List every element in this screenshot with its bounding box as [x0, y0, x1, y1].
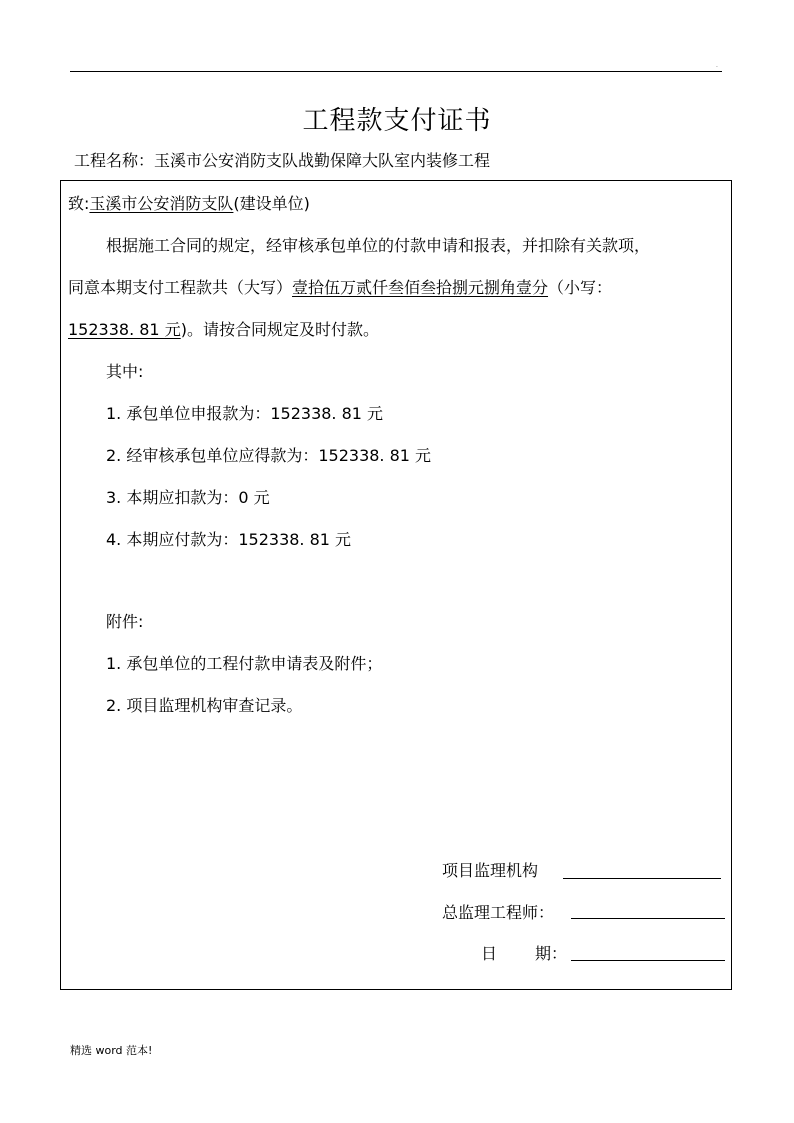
- attachment-item-1: 1. 承包单位的工程付款申请表及附件；: [106, 654, 383, 673]
- addressee-line: [68, 191, 310, 214]
- date-signature-line: [571, 960, 725, 961]
- project-name: 玉溪市公安消防支队战勤保障大队室内装修工程: [154, 151, 491, 170]
- project-name-line: [74, 148, 490, 171]
- amount-lowercase: 152338. 81 元: [68, 320, 181, 339]
- addressee-suffix: (建设单位): [233, 194, 310, 213]
- addressee-prefix: 致:: [68, 194, 90, 213]
- detail-heading: 其中:: [106, 362, 144, 381]
- paragraph-line-2: [68, 275, 612, 298]
- chief-engineer-signature-line: [571, 918, 725, 919]
- certificate-box: [60, 180, 732, 990]
- detail-item-2: 2. 经审核承包单位应得款为：152338. 81 元: [106, 446, 432, 465]
- attachment-item-2: 2. 项目监理机构审查记录。: [106, 696, 303, 715]
- supervision-org-signature-line: [563, 878, 721, 879]
- paragraph-3-suffix: )。请按合同规定及时付款。: [180, 320, 379, 339]
- chief-engineer-label: 总监理工程师：: [442, 903, 555, 922]
- document-title: 工程款支付证书: [302, 106, 492, 136]
- paragraph-line-1: 根据施工合同的规定，经审核承包单位的付款申请和报表，并扣除有关款项，: [106, 236, 651, 255]
- header-mark: .: [716, 62, 718, 69]
- project-label: 工程名称：: [74, 151, 155, 170]
- footer-note: 精选 word 范本!: [70, 1044, 153, 1057]
- addressee-name: 玉溪市公安消防支队: [89, 194, 234, 213]
- paragraph-2-prefix: 同意本期支付工程款共（大写）: [68, 278, 293, 297]
- paragraph-2-suffix: （小写：: [548, 278, 613, 297]
- attachment-heading: 附件:: [106, 612, 144, 631]
- detail-item-1: 1. 承包单位申报款为：152338. 81 元: [106, 404, 384, 423]
- header-rule: [70, 71, 722, 72]
- detail-item-3: 3. 本期应扣款为：0 元: [106, 488, 270, 507]
- amount-uppercase: 壹拾伍万贰仟叁佰叁拾捌元捌角壹分: [292, 278, 549, 297]
- date-label-period: 期：: [535, 944, 568, 963]
- detail-item-4: 4. 本期应付款为：152338. 81 元: [106, 530, 352, 549]
- supervision-org-label: 项目监理机构: [442, 861, 539, 880]
- paragraph-line-3: [68, 317, 379, 340]
- date-label-day: 日: [481, 944, 498, 963]
